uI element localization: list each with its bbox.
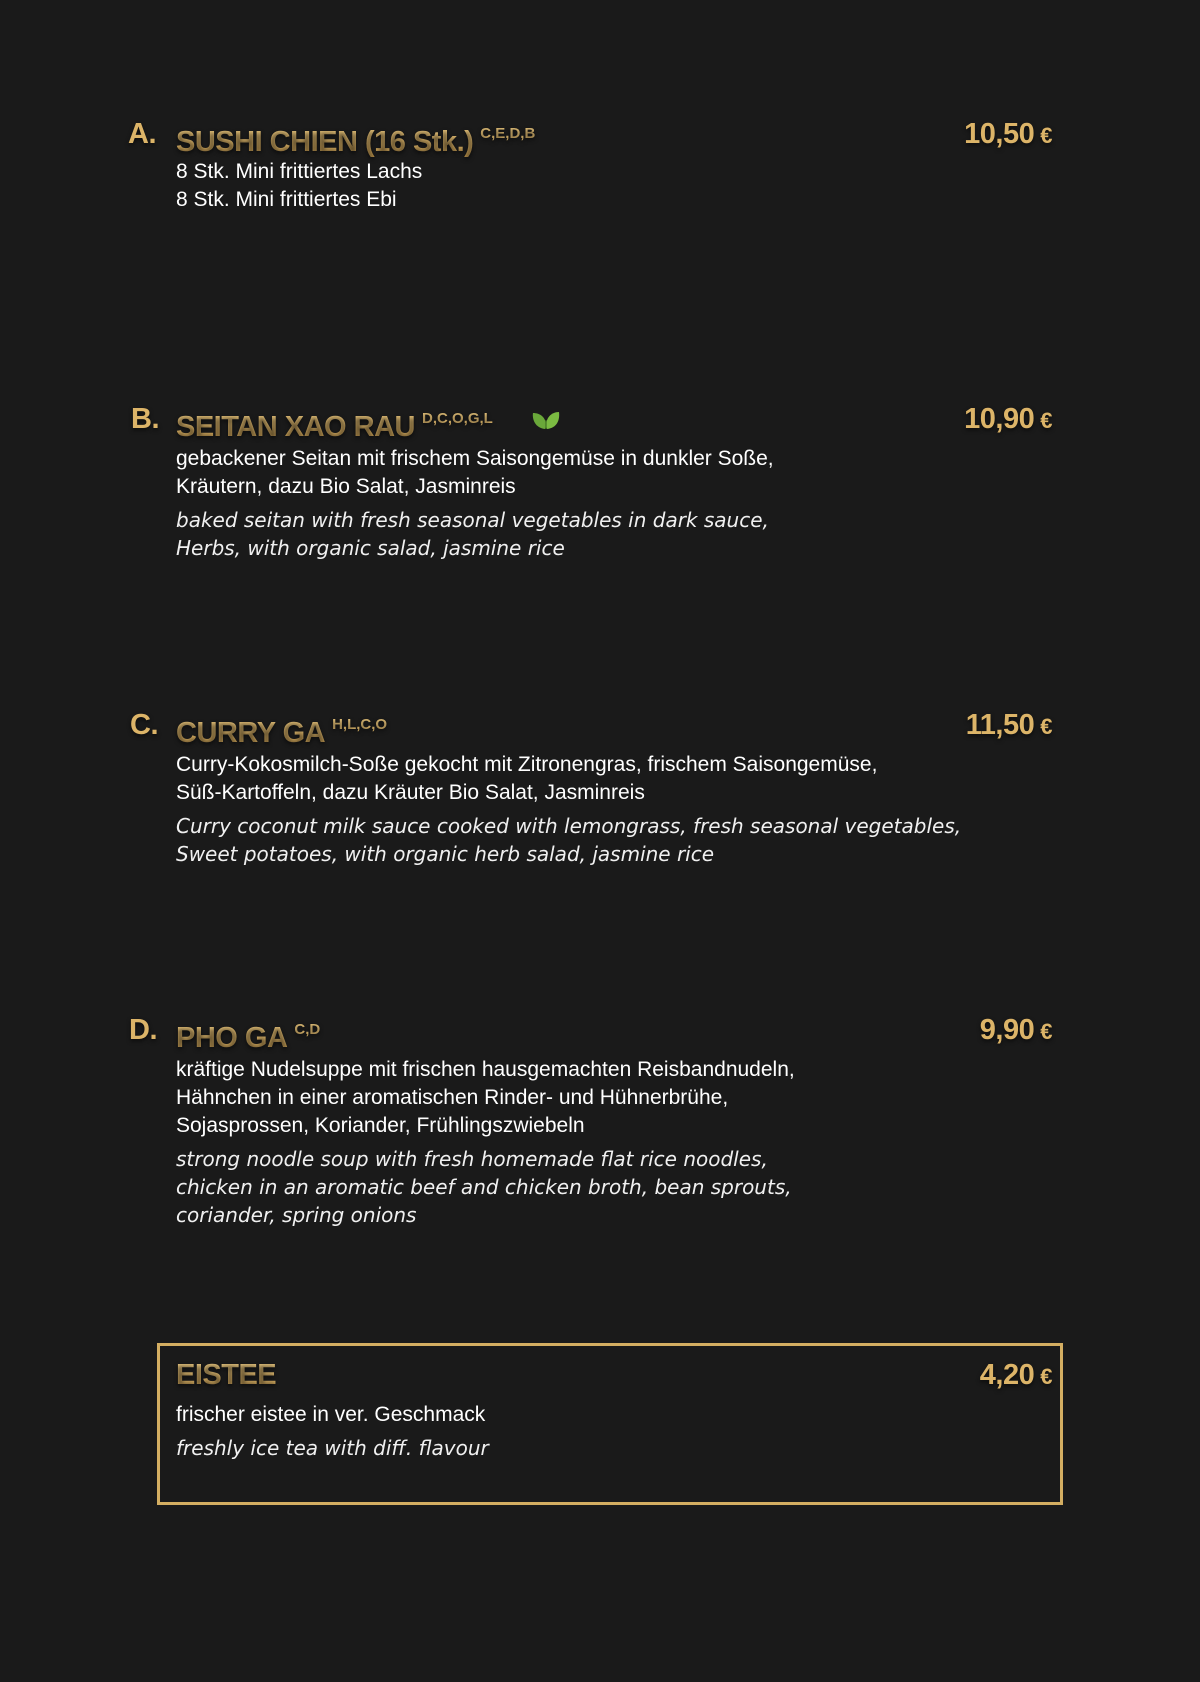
item-price-value: 10,90 bbox=[964, 403, 1035, 435]
item-line-en: strong noodle soup with fresh homemade flat rice noodles, bbox=[176, 1147, 768, 1171]
item-price bbox=[964, 114, 1052, 156]
item-line-de: gebackener Seitan mit frischem Saisongemüse in dunkler Soße, bbox=[176, 447, 774, 470]
item-price bbox=[980, 1010, 1052, 1052]
item-title: EISTEE bbox=[176, 1355, 276, 1395]
item-line-en: baked seitan with fresh seasonal vegetables in dark sauce, bbox=[176, 508, 769, 532]
menu-item-eistee bbox=[0, 1355, 1200, 1460]
item-price bbox=[980, 1355, 1052, 1397]
item-line-de: 8 Stk. Mini frittiertes Lachs bbox=[176, 160, 423, 183]
item-allergens: D,C,O,G,L bbox=[421, 410, 493, 427]
item-price-value: 4,20 bbox=[979, 1359, 1035, 1391]
item-line-de: Hähnchen in einer aromatischen Rinder- und Hühnerbrühe, bbox=[176, 1086, 729, 1109]
item-letter: C. bbox=[130, 709, 158, 741]
item-description bbox=[176, 158, 1076, 214]
menu-item-curry-ga bbox=[0, 705, 1200, 866]
item-allergens: C,D bbox=[294, 1021, 321, 1038]
menu-item-header bbox=[0, 1355, 1200, 1395]
item-title-text: SEITAN XAO RAU bbox=[176, 411, 415, 443]
item-line-en: Curry coconut milk sauce cooked with lemongrass, fresh seasonal vegetables, bbox=[176, 814, 962, 838]
item-line-de: kräftige Nudelsuppe mit frischen hausgemachten Reisbandnudeln, bbox=[176, 1058, 795, 1081]
item-description bbox=[176, 1056, 1076, 1229]
item-currency: € bbox=[1040, 714, 1052, 739]
item-price-value: 11,50 bbox=[965, 709, 1035, 741]
menu-item-header bbox=[0, 705, 1200, 749]
menu-item-header bbox=[0, 399, 1200, 443]
item-price-value: 9,90 bbox=[979, 1014, 1035, 1046]
item-price bbox=[964, 399, 1052, 441]
item-letter: A. bbox=[128, 118, 156, 150]
menu-item-seitan-xao-rau bbox=[0, 399, 1200, 560]
item-letter: D. bbox=[129, 1014, 157, 1046]
item-line-de: Sojasprossen, Koriander, Frühlingszwiebeln bbox=[176, 1114, 585, 1137]
vegan-leaf-icon bbox=[531, 409, 561, 431]
item-line-en: Sweet potatoes, with organic herb salad, jasmine rice bbox=[176, 842, 715, 866]
item-line-en: Herbs, with organic salad, jasmine rice bbox=[176, 536, 565, 560]
item-title-text: PHO GA bbox=[176, 1022, 288, 1054]
item-line-en: chicken in an aromatic beef and chicken broth, bean sprouts, bbox=[176, 1175, 792, 1199]
item-description bbox=[176, 445, 1076, 562]
item-currency: € bbox=[1040, 1019, 1052, 1044]
item-line-de: Curry-Kokosmilch-Soße gekocht mit Zitronengras, frischem Saisongemüse, bbox=[176, 753, 878, 776]
item-allergens: C,E,D,B bbox=[480, 125, 536, 142]
item-letter: B. bbox=[131, 403, 159, 435]
item-price-value: 10,50 bbox=[964, 118, 1035, 150]
menu-item-header bbox=[0, 1010, 1200, 1054]
item-line-de: Kräutern, dazu Bio Salat, Jasminreis bbox=[176, 475, 516, 498]
item-description bbox=[176, 1401, 1076, 1462]
item-price bbox=[966, 705, 1052, 747]
item-line-en: coriander, spring onions bbox=[176, 1203, 417, 1227]
item-currency: € bbox=[1040, 1364, 1052, 1389]
item-title-text: CURRY GA bbox=[176, 717, 326, 749]
item-title-text: SUSHI CHIEN (16 Stk.) bbox=[176, 126, 474, 158]
item-line-de: 8 Stk. Mini frittiertes Ebi bbox=[176, 188, 397, 211]
item-title bbox=[176, 705, 387, 753]
item-title bbox=[176, 114, 535, 162]
item-line-de: frischer eistee in ver. Geschmack bbox=[176, 1403, 486, 1426]
item-allergens: H,L,C,O bbox=[332, 716, 388, 733]
item-currency: € bbox=[1040, 408, 1052, 433]
item-line-en: freshly ice tea with diff. flavour bbox=[176, 1436, 489, 1460]
menu-item-sushi-chien bbox=[0, 114, 1200, 211]
item-line-de: Süß-Kartoffeln, dazu Kräuter Bio Salat, Jasminreis bbox=[176, 781, 645, 804]
menu-item-pho-ga bbox=[0, 1010, 1200, 1227]
item-title bbox=[176, 1010, 320, 1058]
menu-item-header bbox=[0, 114, 1200, 158]
item-description bbox=[176, 751, 1076, 868]
item-title bbox=[176, 399, 493, 447]
item-currency: € bbox=[1040, 123, 1052, 148]
